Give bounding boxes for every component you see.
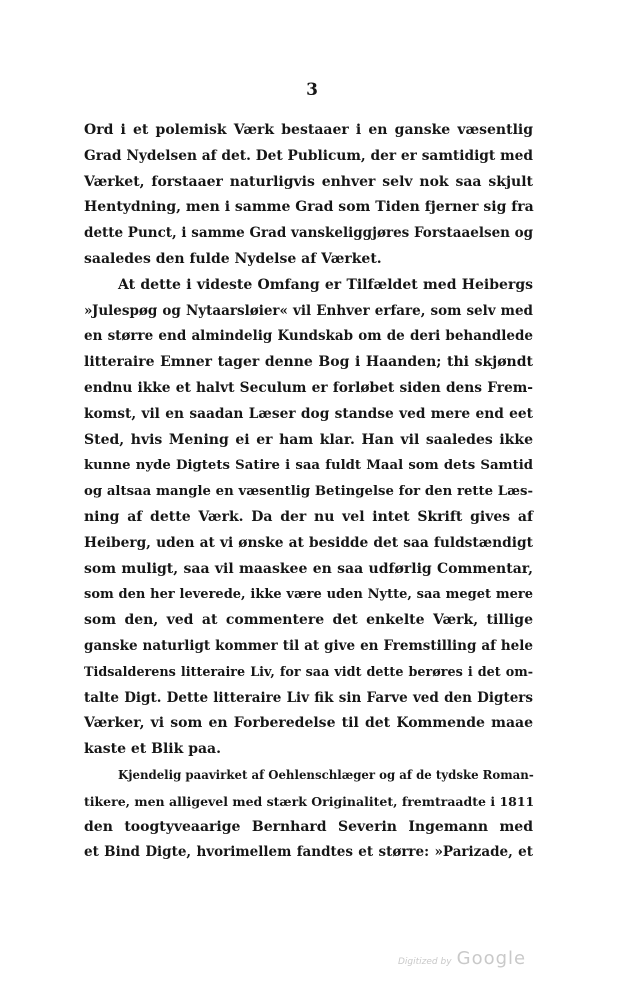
text-line: som den her leverede, ikke være uden Nytte, saa meget mere [84,587,533,603]
text-line: saaledes den fulde Nydelse af Værket. [84,250,382,267]
paragraph [84,118,533,273]
paragraph [84,273,533,763]
text-line: Tidsalderens litteraire Liv, for saa vidt dette berøres i det om- [84,664,533,680]
text-line: som den, ved at commentere det enkelte Værk, tillige [84,612,533,629]
body-text [84,118,533,866]
text-line: ganske naturligt kommer til at give en Fremstilling af hele [84,637,533,654]
text-line: Ord i et polemisk Værk bestaaer i en ganske væsentlig [84,122,533,138]
text-line: At dette i videste Omfang er Tilfældet med Heibergs [118,276,533,293]
text-line: Værket, forstaaer naturligvis enhver selv nok saa skjult [84,173,533,190]
text-line: Sted, hvis Mening ei er ham klar. Han vil saaledes ikke [84,431,533,448]
text-line: et Bind Digte, hvorimellem fandtes et større: »Parizade, et [84,844,533,861]
text-line: dette Punct, i samme Grad vanskeliggjøres Forstaaelsen og [84,225,534,242]
page-number: 3 [306,80,318,100]
text-line: ning af dette Værk. Da der nu vel intet Skrift gives af [84,508,533,525]
text-line: »Julespøg og Nytaarsløier« vil Enhver erfare, som selv med [84,302,533,319]
watermark-prefix: Digitized by [398,957,452,967]
paragraph [84,763,533,866]
text-line: Grad Nydelsen af det. Det Publicum, der er samtidigt med [84,147,533,164]
text-line: den toogtyveaarige Bernhard Severin Ingemann med [84,818,533,835]
text-line: Hentydning, men i samme Grad som Tiden fjerner sig fra [84,199,534,216]
text-line: talte Digt. Dette litteraire Liv fik sin Farve ved den Digters [84,689,533,706]
text-line: endnu ikke et halvt Seculum er forløbet siden dens Frem- [84,379,533,396]
text-line: tikere, men alligevel med stærk Originalitet, fremtraadte i 1811 [84,793,535,809]
text-line: en større end almindelig Kundskab om de deri behandlede [84,328,533,345]
text-line: og altsaa mangle en væsentlig Betingelse for den rette Læs- [84,484,533,500]
text-line: Heiberg, uden at vi ønske at besidde det saa fuldstændigt [84,534,533,551]
text-line: komst, vil en saadan Læser dog standse ved mere end eet [84,405,533,422]
digitization-watermark [398,948,526,969]
google-logo: Google [456,948,527,969]
text-line: Værker, vi som en Forberedelse til det Kommende maae [84,715,533,732]
text-line: Kjendelig paavirket af Oehlenschlæger og af de tydske Roman- [118,767,534,782]
text-line: kaste et Blik paa. [84,741,221,758]
text-line: kunne nyde Digtets Satire i saa fuldt Maal som dets Samtid [84,458,533,474]
text-line: som muligt, saa vil maaskee en saa udførlig Commentar, [84,560,533,577]
text-line: litteraire Emner tager denne Bog i Haanden; thi skjøndt [84,354,533,371]
